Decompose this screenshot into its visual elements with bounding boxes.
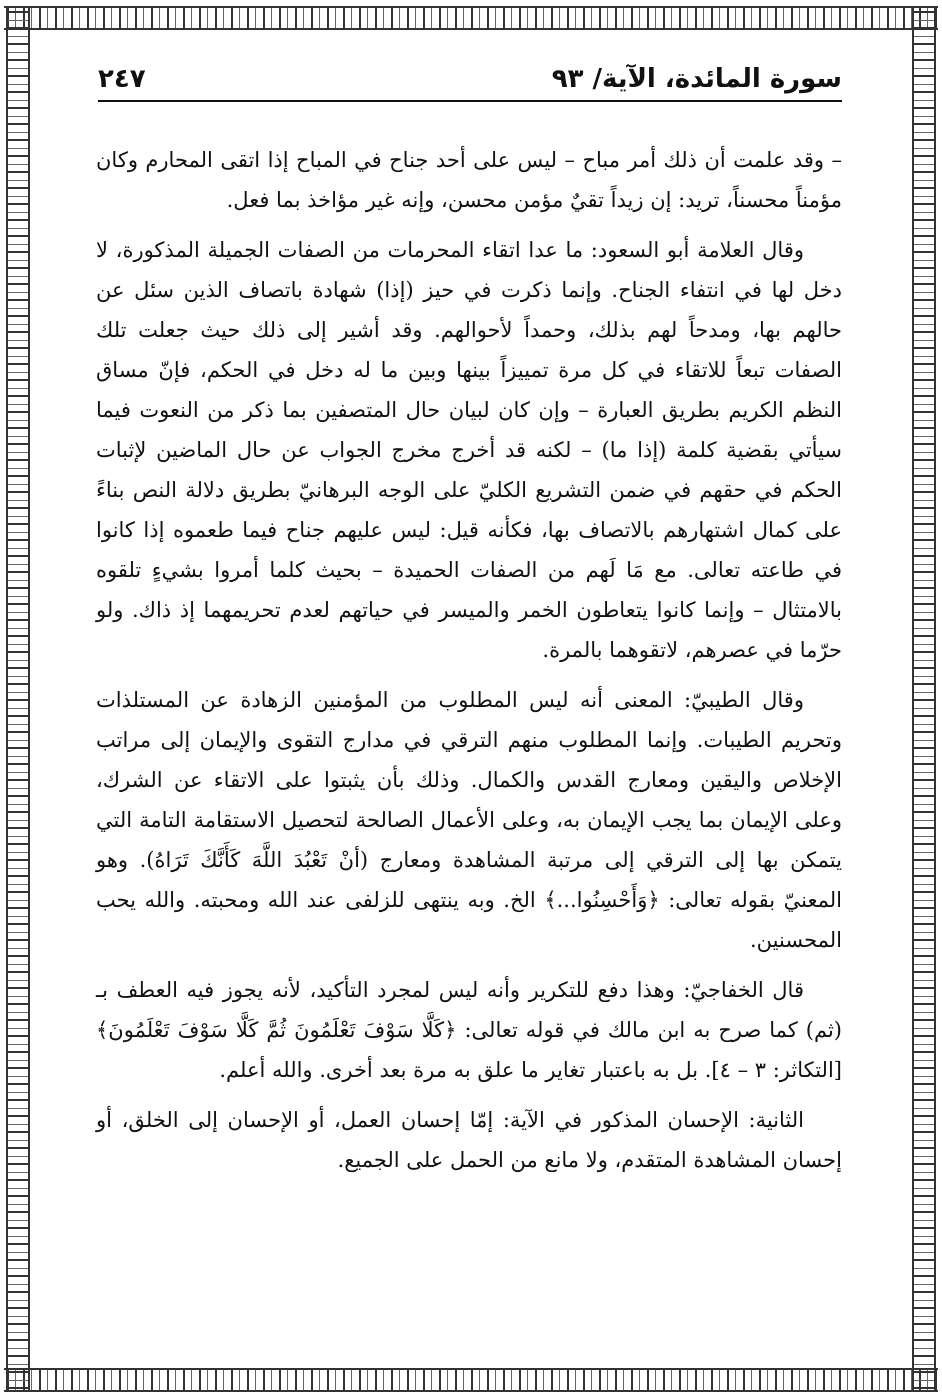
paragraph-1: – وقد علمت أن ذلك أمر مباح – ليس على أحد جناح في المباح إذا اتقى المحارم وكان مؤمناً محسناً، تريد: إن زيداً تقيٌ مؤمن محسن، وإنه غير مؤاخذ بما فعل. — [96, 148, 842, 212]
paragraph-4: قال الخفاجيّ: وهذا دفع للتكرير وأنه ليس لمجرد التأكيد، لأنه يجوز فيه العطف بـ (ثم) كما صرح به ابن مالك في قوله تعالى: ﴿كَلَّا سَوْفَ تَعْلَمُونَ ثُمَّ كَلَّا سَوْفَ تَعْلَمُونَ﴾ [التكاثر: ٣ – ٤]. بل به باعتبار تغاير ما علق به مرة بعد أخرى. والله أعلم. — [96, 978, 842, 1082]
border-top — [4, 6, 938, 30]
paragraph-5: الثانية: الإحسان المذكور في الآية: إمّا إحسان العمل، أو الإحسان إلى الخلق، أو إحسان المشاهدة المتقدم، ولا مانع من الحمل على الجميع. — [96, 1108, 842, 1172]
page-header — [98, 62, 842, 102]
border-left — [6, 6, 30, 1392]
border-bottom — [4, 1368, 938, 1392]
border-right — [912, 6, 936, 1392]
paragraph-3: وقال الطيبيّ: المعنى أنه ليس المطلوب من المؤمنين الزهادة عن المستلذات وتحريم الطيبات. وإنما المطلوب منهم الترقي في مدارج التقوى والإيمان إلى مراتب الإخلاص واليقين ومعارج القدس والكمال. وذلك بأن يثبتوا على الاتقاء عن الشرك، وعلى الإيمان بما يجب الإيمان به، وعلى الأعمال الصالحة لتحصيل الاستقامة التامة التي يتمكن بها إلى الترقي إلى مرتبة المشاهدة ومعارج (أنْ تَعْبُدَ اللَّهَ كَأَنَّكَ تَرَاهُ). وهو المعنيّ بقوله تعالى: ﴿وَأَحْسِنُوا...﴾ الخ. وبه ينتهى للزلفى عند الله ومحبته. والله يحب المحسنين. — [96, 688, 842, 952]
header-rule — [98, 100, 842, 102]
paragraph-2: وقال العلامة أبو السعود: ما عدا اتقاء المحرمات من الصفات الجميلة المذكورة، لا دخل لها في انتفاء الجناح. وإنما ذكرت في حيز (إذا) شهادة باتصاف الذين سئل عن حالهم بها، ومدحاً لهم بذلك، وحمداً لأحوالهم. وقد أشير إلى ذلك حيث جعلت تلك الصفات تبعاً للاتقاء في كل مرة تمييزاً بينها وبين ما له دخل في الحكم، فإنّ مساق النظم الكريم بطريق العبارة – وإن كان لبيان حال المتصفين بما ذكر من النعوت فيما سيأتي بقضية كلمة (إذا ما) – لكنه قد أخرج مخرج الجواب عن حال الماضين لإثبات الحكم في حقهم في ضمن التشريع الكليّ على الوجه البرهانيّ بطريق دلالة النص بناءً على كمال اشتهارهم بالاتصاف بها، فكأنه قيل: ليس عليهم جناح فيما طعموه إذا كانوا في طاعته تعالى. مع مَا لَهم من الصفات الحميدة – بحيث كلما أمروا بشيءٍ تلقوه بالامتثال – وإنما كانوا يتعاطون الخمر والميسر في حياتهم لعدم تحريمهما إذ ذاك. ولو حرّما في عصرهم، لاتقوهما بالمرة. — [96, 238, 842, 662]
running-title: سورة المائدة، الآية/ ٩٣ — [551, 64, 842, 94]
page-body — [96, 140, 842, 1188]
page-number: ٢٤٧ — [98, 64, 146, 94]
